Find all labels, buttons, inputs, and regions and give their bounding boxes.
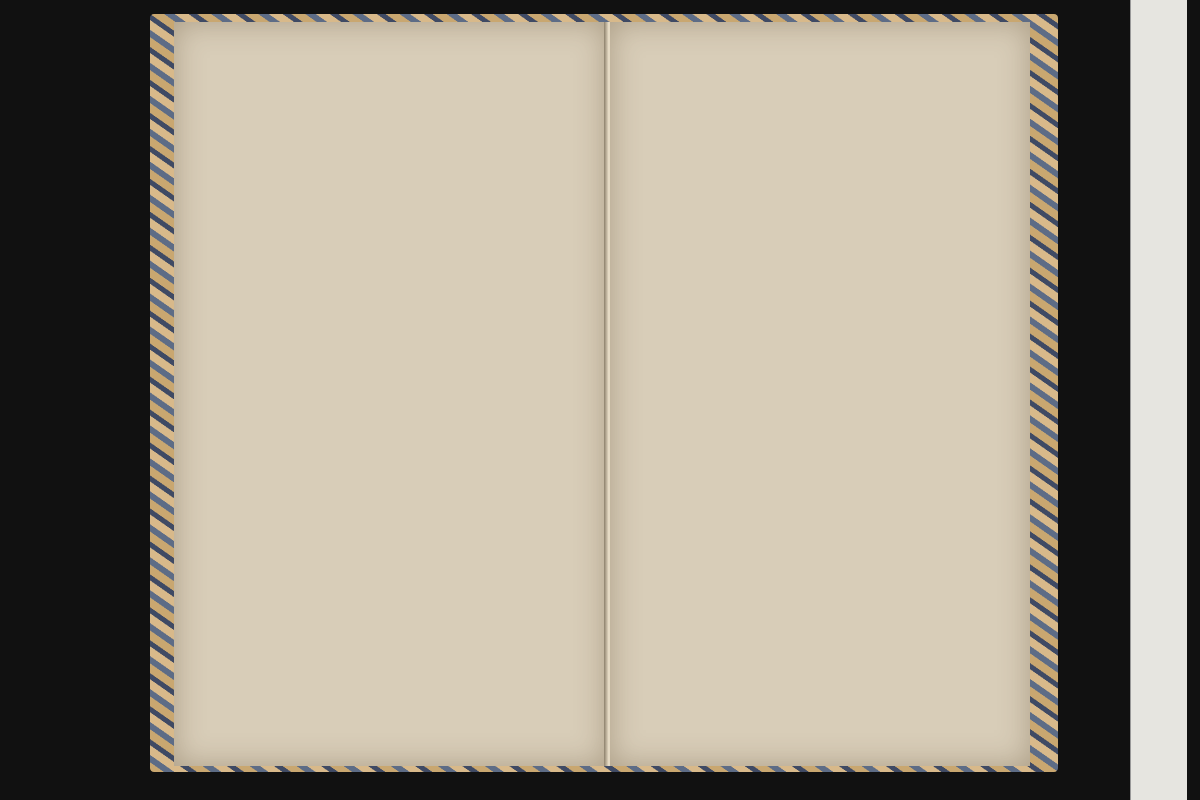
right-page: [610, 22, 1030, 766]
left-page: [174, 22, 608, 766]
measuring-ruler: [1130, 0, 1187, 800]
